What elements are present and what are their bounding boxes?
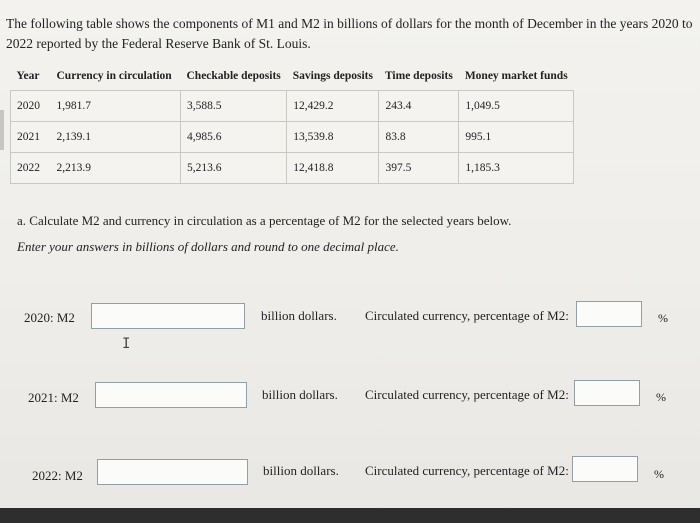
header-mmf: Money market funds	[464, 70, 568, 82]
m2-2021-label: 2021: M2	[28, 390, 79, 405]
edge-shadow	[0, 110, 4, 150]
cell-savings: 12,429.2	[287, 91, 379, 122]
text-cursor-icon: I	[122, 336, 131, 352]
percent-sign: %	[658, 311, 668, 325]
components-table	[10, 62, 574, 184]
pct-2021-label: Circulated currency, percentage of M2:	[365, 387, 569, 402]
m2-2020-unit: billion dollars.	[261, 308, 337, 323]
percent-sign: %	[656, 390, 666, 404]
cell-checkable: 4,985.6	[181, 122, 287, 153]
m2-2022-input[interactable]	[97, 459, 248, 485]
m2-2020-input[interactable]	[91, 303, 245, 329]
cell-checkable: 3,588.5	[181, 91, 287, 122]
pct-2020-input[interactable]	[576, 301, 642, 327]
cell-mmf: 995.1	[459, 122, 574, 153]
cell-mmf: 1,049.5	[459, 91, 574, 122]
cell-year: 2021	[11, 122, 51, 153]
cell-time: 397.5	[379, 153, 459, 184]
cell-currency: 2,139.1	[51, 122, 181, 153]
percent-sign: %	[654, 467, 664, 481]
question-prompt: a. Calculate M2 and currency in circulation as a percentage of M2 for the selected years below.	[17, 213, 512, 228]
cell-savings: 12,418.8	[287, 153, 379, 184]
cell-savings: 13,539.8	[287, 122, 379, 153]
pct-2020-label: Circulated currency, percentage of M2:	[365, 308, 569, 323]
cell-time: 83.8	[379, 122, 459, 153]
cell-currency: 1,981.7	[51, 91, 181, 122]
table-row	[11, 122, 574, 153]
bottom-bar	[0, 508, 700, 523]
question-block	[17, 208, 677, 260]
m2-2021-unit: billion dollars.	[262, 387, 338, 402]
header-time: Time deposits	[384, 70, 453, 82]
header-currency: Currency in circulation	[56, 70, 172, 82]
cell-time: 243.4	[379, 91, 459, 122]
pct-2022-label: Circulated currency, percentage of M2:	[365, 463, 569, 478]
m2-2022-label: 2022: M2	[32, 468, 83, 483]
cell-currency: 2,213.9	[51, 153, 181, 184]
question-instruction: Enter your answers in billions of dollars and round to one decimal place.	[17, 239, 399, 254]
pct-2022-input[interactable]	[572, 456, 638, 482]
intro-text: The following table shows the components of M1 and M2 in billions of dollars for the month of December in the years 2020 to 2022 reported by the Federal Reserve Bank of St. Louis.	[6, 16, 693, 51]
header-year: Year	[16, 70, 40, 82]
m2-2020-label: 2020: M2	[24, 310, 75, 325]
m2-2022-unit: billion dollars.	[263, 463, 339, 478]
table-header-row	[11, 62, 574, 91]
cell-year: 2022	[11, 153, 51, 184]
cell-year: 2020	[11, 91, 51, 122]
header-savings: Savings deposits	[292, 70, 373, 82]
table-row	[11, 153, 574, 184]
m2-2021-input[interactable]	[95, 382, 247, 408]
table-row	[11, 91, 574, 122]
header-checkable: Checkable deposits	[186, 70, 281, 82]
cell-checkable: 5,213.6	[181, 153, 287, 184]
cell-mmf: 1,185.3	[459, 153, 574, 184]
pct-2021-input[interactable]	[574, 380, 640, 406]
